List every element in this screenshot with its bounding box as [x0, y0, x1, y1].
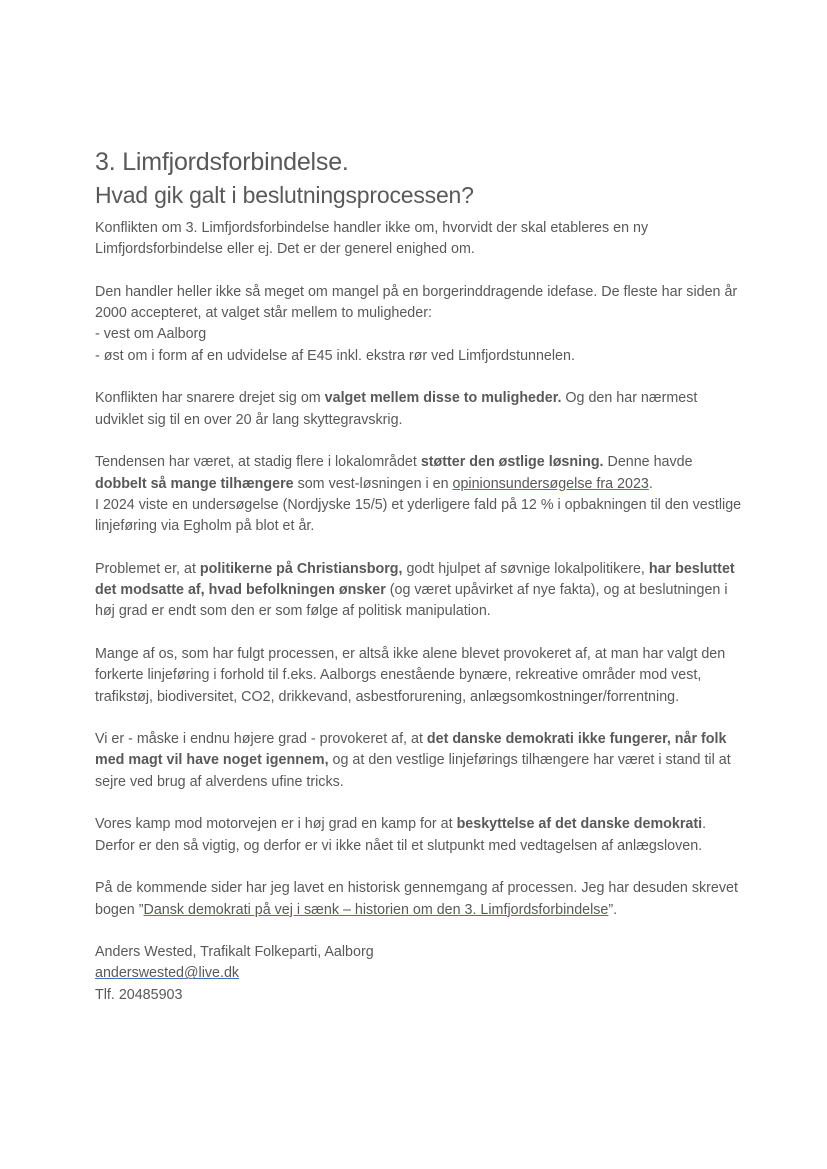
paragraph-6	[95, 644, 745, 708]
paragraph-4-bold-a: støtter den østlige løsning.	[420, 454, 604, 471]
paragraph-2	[95, 282, 745, 367]
paragraph-1-text: Konflikten om 3. Limfjordsforbindelse handler ikke om, hvorvidt der skal etableres en ny Limfjordsforbindelse eller ej. Det er der generel enighed om.	[95, 220, 649, 258]
paragraph-5-bold-a: politikerne på Christiansborg,	[199, 560, 403, 577]
paragraph-5-text-a: Problemet er, at	[95, 560, 200, 577]
paragraph-4-text-d: .	[648, 475, 653, 492]
paragraph-5-text-c: (og været upåvirket af nye fakta), og at beslutningen i høj grad er endt som den er som følge af politisk manipulation.	[95, 582, 728, 620]
opinion-survey-link[interactable]: opinionsundersøgelse fra 2023	[452, 475, 649, 492]
paragraph-3-text-a: Konflikten har snarere drejet sig om	[95, 390, 325, 407]
paragraph-7-bold: det danske demokrati ikke fungerer, når folk med magt vil have noget igennem,	[95, 731, 727, 769]
paragraph-5-bold-b: har besluttet det modsatte af, hvad befolkningen ønsker	[95, 560, 735, 599]
document-page	[95, 146, 745, 1027]
paragraph-3	[95, 388, 745, 431]
paragraph-2-text: Den handler heller ikke så meget om mangel på en borgerinddragende idefase. De fleste har siden år 2000 accepteret, at valget står mellem to muligheder:	[95, 283, 738, 322]
option-west: - vest om Aalborg	[95, 326, 207, 343]
paragraph-8-text-b: . Derfor er den så vigtig, og derfor er vi ikke nået til et slutpunkt med vedtagelsen af anlægsloven.	[95, 816, 707, 854]
paragraph-3-text-b: Og den har nærmest udviklet sig til en over 20 år lang skyttegravskrig.	[95, 390, 698, 428]
paragraph-4-bold-b: dobbelt så mange tilhængere	[95, 475, 294, 492]
document-subtitle: Hvad gik galt i beslutningsprocessen?	[95, 182, 474, 208]
paragraph-7-text-b: og at den vestlige linjeførings tilhængere har været i stand til at sejre ved brug af alverdens ufine tricks.	[95, 752, 731, 790]
paragraph-5	[95, 559, 745, 623]
paragraph-8-text-a: Vores kamp mod motorvejen er i høj grad en kamp for at	[95, 816, 457, 833]
option-east: - øst om i form af en udvidelse af E45 inkl. ekstra rør ved Limfjordstunnelen.	[95, 347, 575, 364]
author-phone: Tlf. 20485903	[95, 986, 183, 1003]
book-link[interactable]: Dansk demokrati på vej i sænk – historien om den 3. Limfjordsforbindelse	[143, 901, 609, 918]
paragraph-5-text-b: godt hjulpet af søvnige lokalpolitikere,	[402, 560, 649, 577]
paragraph-8-bold: beskyttelse af det danske demokrati	[456, 816, 703, 833]
paragraph-4-survey-2024: I 2024 viste en undersøgelse (Nordjyske 15/5) et yderligere fald på 12 % i opbakningen til den vestlige linjeføring via Egholm på blot et år.	[95, 496, 742, 535]
paragraph-7	[95, 729, 745, 793]
paragraph-9	[95, 878, 745, 921]
paragraph-9-text-b: ”.	[608, 901, 618, 918]
paragraph-4-text-a: Tendensen har været, at stadig flere i lokalområdet	[95, 454, 421, 471]
document-title: 3. Limfjordsforbindelse.	[95, 148, 349, 176]
paragraph-6-text: Mange af os, som har fulgt processen, er altså ikke alene blevet provokeret af, at man har valgt den forkerte linjeføring i forhold til f.eks. Aalborgs enestående bynære, rekreative områder mod vest, trafikstøj, biodiversitet, CO2, drikkevand, asbestforurening, anlægsomkostninger/forrentning.	[95, 645, 726, 705]
paragraph-3-bold: valget mellem disse to muligheder.	[324, 390, 562, 407]
paragraph-8	[95, 814, 745, 857]
paragraph-4-text-b: Denne havde	[603, 454, 693, 471]
paragraph-4	[95, 452, 745, 537]
paragraph-9-text-a: På de kommende sider har jeg lavet en historisk gennemgang af processen. Jeg har desuden skrevet bogen ”	[95, 880, 738, 918]
author-email-link[interactable]: anderswested@live.dk	[95, 965, 240, 982]
author-name: Anders Wested, Trafikalt Folkeparti, Aalborg	[95, 944, 374, 961]
signature-block	[95, 942, 745, 1006]
paragraph-1	[95, 218, 745, 261]
paragraph-4-text-c: som vest-løsningen i en	[293, 475, 453, 492]
paragraph-7-text-a: Vi er - måske i endnu højere grad - provokeret af, at	[95, 731, 427, 748]
